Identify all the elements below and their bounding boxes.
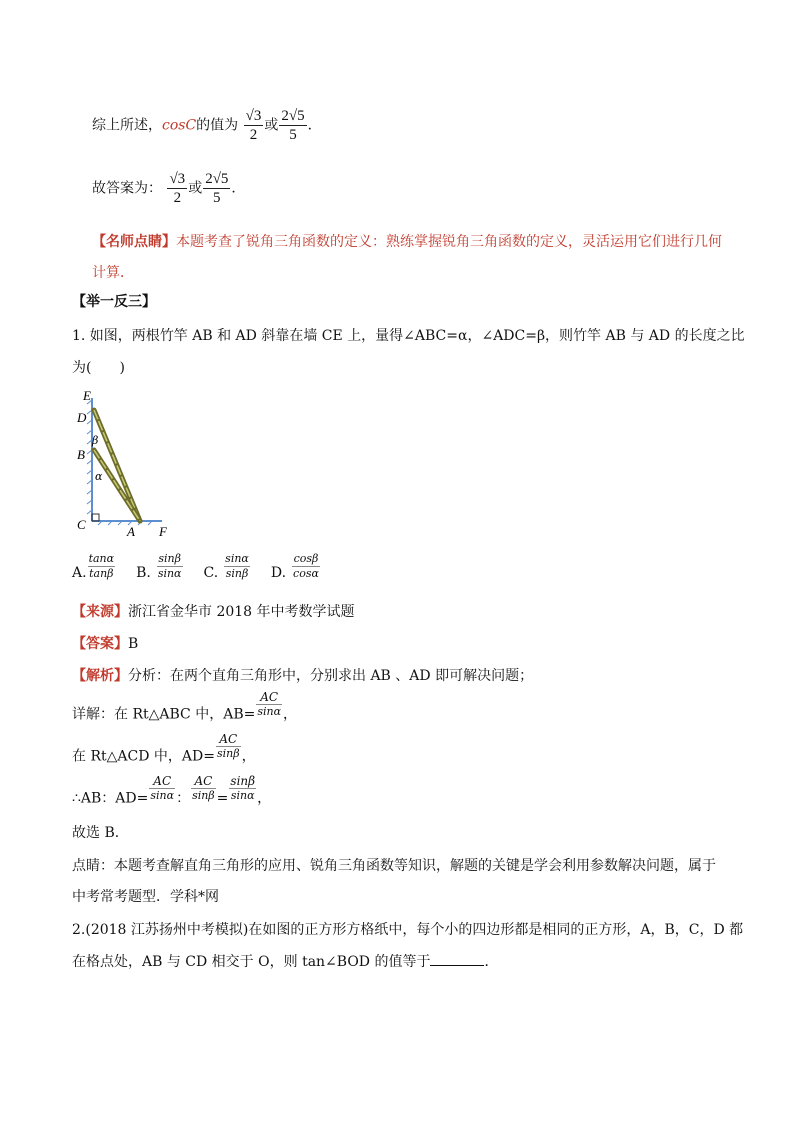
q1-line-2: 为( ) — [72, 360, 125, 376]
label-a: A — [127, 524, 135, 538]
right-angle-mark — [92, 514, 99, 521]
q1-point-1: 点睛：本题考查解直角三角形的应用、锐角三角函数等知识，解题的关键是学会利用参数解决问题，属于 — [72, 858, 716, 874]
option-a[interactable]: A. $\frac{\tan\alpha}{\tan\beta}$ — [72, 552, 115, 581]
q1-choose: 故选 B． — [72, 825, 129, 841]
fraction-2sqrt5-over-5: $\frac{2√5}{5}$ — [205, 171, 229, 206]
q2-line-2: 在格点处，AB 与 CD 相交于 O，则 tan∠BOD 的值等于 ． — [72, 954, 499, 970]
answer-blank[interactable] — [430, 953, 484, 966]
label-e: E — [83, 388, 91, 403]
label-b: B — [77, 447, 85, 462]
q1-answer: 【答案】B — [72, 636, 139, 652]
answer-line: 故答案为： $\frac{√3}{2}$ 或 $\frac{2√5}{5}$ ． — [92, 171, 246, 206]
wall-ce — [87, 398, 92, 521]
option-b[interactable]: B. $\frac{\sin\beta}{\sin\alpha}$ — [136, 552, 182, 581]
option-c[interactable]: C. $\frac{\sin\alpha}{\sin\beta}$ — [203, 552, 249, 581]
q1-analysis: 【解析】分析：在两个直角三角形中，分别求出 AB 、AD 即可解决问题； — [72, 668, 534, 684]
label-alpha: α — [95, 470, 103, 483]
tip-line-1: 【名师点睛】本题考查了锐角三角函数的定义：熟练掌握锐角三角函数的定义，灵活运用它们进行几何 — [92, 234, 722, 250]
q1-detail-3: ∴AB：AD= $\frac{AC}{\sin\alpha}$ ： $\frac{AC}{\sin\beta}$ = $\frac{\sin\beta}{\sin\alpha}$ ， — [72, 774, 272, 807]
q1-point-2: 中考常考题型．学科*网 — [72, 889, 219, 905]
q1-detail-1: 详解：在 Rt△ABC 中，AB= $\frac{AC}{\sin\alpha}$ ， — [72, 690, 298, 723]
section-title: 【举一反三】 — [72, 294, 156, 310]
tip-tag: 【名师点睛】 — [92, 234, 176, 250]
label-c: C — [77, 517, 86, 532]
fraction-sqrt3-over-2: $\frac{√3}{2}$ — [245, 108, 262, 143]
label-d: D — [77, 410, 87, 425]
q1-detail-2: 在 Rt△ACD 中，AD= $\frac{AC}{\sin\beta}$ ， — [72, 732, 256, 765]
q1-source: 【来源】浙江省金华市 2018 年中考数学试题 — [72, 604, 355, 620]
tip-line-2: 计算． — [92, 265, 134, 281]
label-f: F — [159, 524, 167, 538]
bamboo-wall-figure — [70, 388, 190, 538]
q2-line-1: 2.(2018 江苏扬州中考模拟)在如图的正方形方格纸中，每个小的四边形都是相同的正方形，A，B，C，D 都 — [72, 922, 744, 938]
option-d[interactable]: D. $\frac{\cos\beta}{\cos\alpha}$ — [270, 552, 319, 581]
fraction-sqrt3-over-2: $\frac{√3}{2}$ — [169, 171, 186, 206]
q1-options — [72, 552, 321, 581]
label-beta: β — [92, 434, 99, 447]
q1-line-1: 1. 如图，两根竹竿 AB 和 AD 斜靠在墙 CE 上，量得∠ABC=α，∠ADC=β，则竹竿 AB 与 AD 的长度之比 — [72, 328, 745, 344]
cosc-term: cosC — [162, 117, 197, 134]
summary-line: 综上所述，cosC的值为 $\frac{√3}{2}$ 或 $\frac{2√5}{5}$ ． — [92, 108, 322, 143]
fraction-2sqrt5-over-5: $\frac{2√5}{5}$ — [281, 108, 305, 143]
